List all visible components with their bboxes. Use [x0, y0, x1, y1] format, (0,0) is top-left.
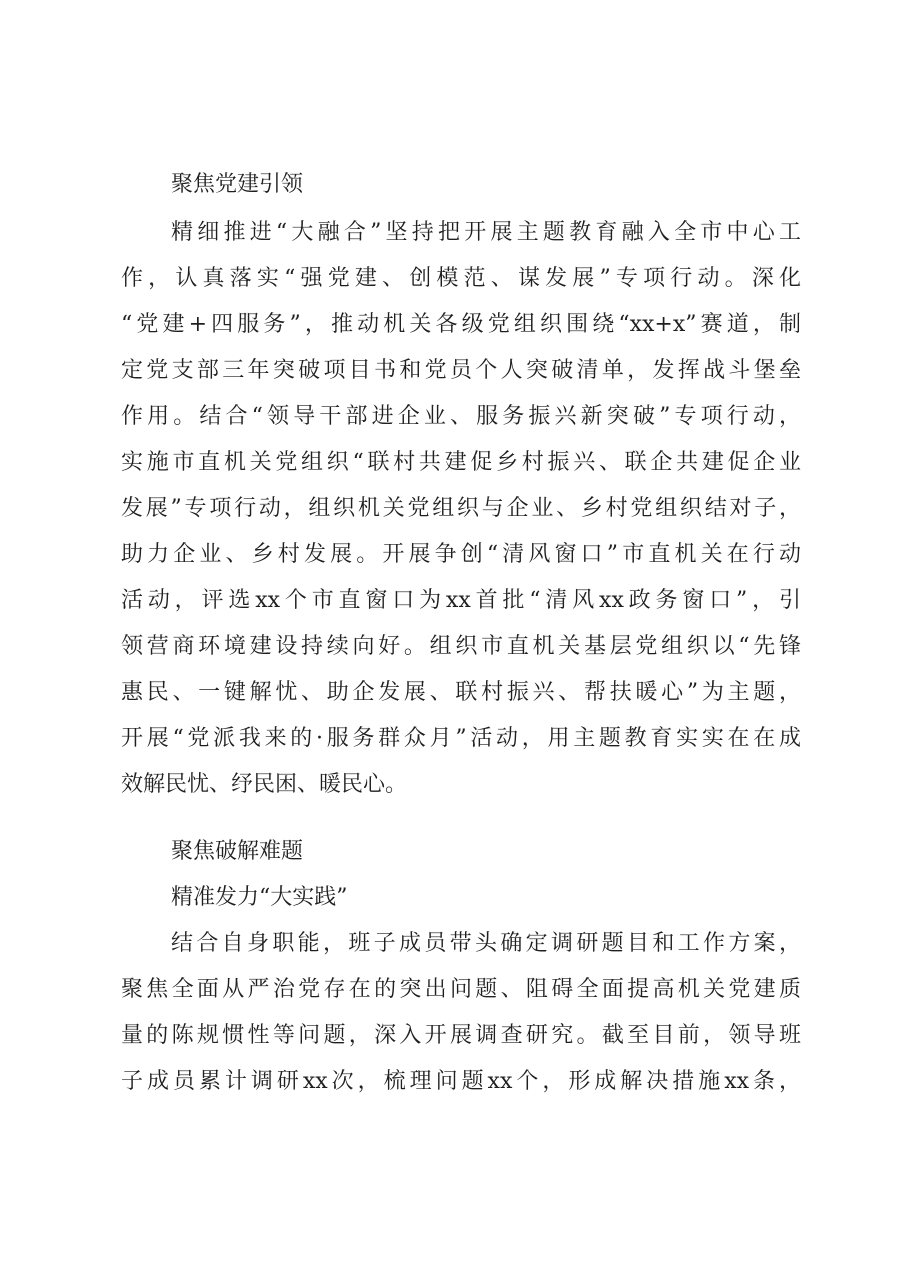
paragraph-line: 聚焦全面从严治党存在的突出问题、阻碍全面提高机关党建质 [121, 977, 801, 1002]
paragraph-line: 领营商环境建设持续向好。组织市直机关基层党组织以“先锋 [121, 634, 801, 659]
paragraph-line: 惠民、一键解忧、助企发展、联村振兴、帮扶暖心”为主题， [121, 680, 801, 705]
paragraph-line: 结合自身职能，班子成员带头确定调研题目和工作方案， [171, 931, 801, 956]
paragraph-line: 活动，评选xx个市直窗口为xx首批“清风xx政务窗口”，引 [121, 588, 801, 613]
section-subheading: 精准发力“大实践” [171, 885, 348, 910]
paragraph-line: 精细推进“大融合”坚持把开展主题教育融入全市中心工 [171, 220, 801, 245]
paragraph-line: 助力企业、乡村发展。开展争创“清风窗口”市直机关在行动 [121, 542, 801, 567]
paragraph-line: 开展“党派我来的·服务群众月”活动，用主题教育实实在在成 [121, 726, 801, 751]
paragraph-line: “党建+四服务”，推动机关各级党组织围绕“xx+x”赛道，制 [121, 312, 801, 337]
paragraph-line: 效解民忧、纾民困、暖民心。 [121, 772, 408, 797]
paragraph-line: 量的陈规惯性等问题，深入开展调查研究。截至目前，领导班 [121, 1023, 801, 1048]
section-heading: 聚焦党建引领 [171, 172, 304, 197]
section-heading: 聚焦破解难题 [171, 839, 304, 864]
paragraph-line: 作用。结合“领导干部进企业、服务振兴新突破”专项行动， [121, 404, 801, 429]
paragraph-line: 实施市直机关党组织“联村共建促乡村振兴、联企共建促企业 [121, 450, 801, 475]
paragraph-line: 作，认真落实“强党建、创模范、谋发展”专项行动。深化 [121, 266, 801, 291]
paragraph-line: 发展”专项行动，组织机关党组织与企业、乡村党组织结对子， [121, 496, 801, 521]
paragraph-line: 子成员累计调研xx次，梳理问题xx个，形成解决措施xx条， [121, 1069, 801, 1094]
paragraph-line: 定党支部三年突破项目书和党员个人突破清单，发挥战斗堡垒 [121, 358, 801, 383]
